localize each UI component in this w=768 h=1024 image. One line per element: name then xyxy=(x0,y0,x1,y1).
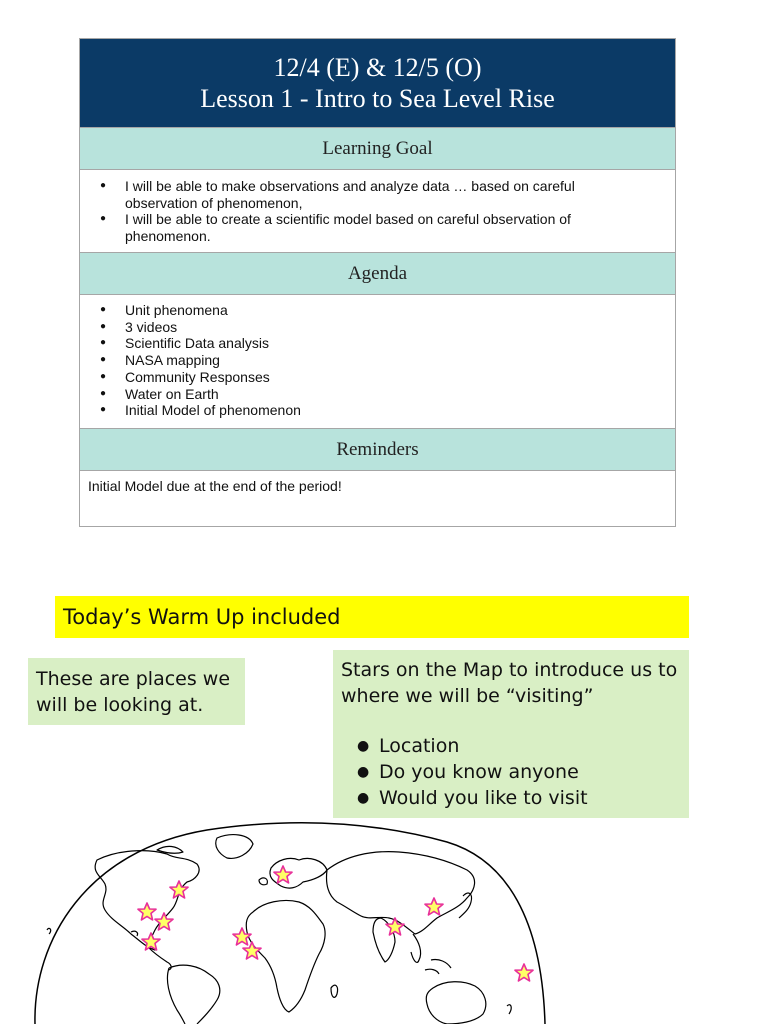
agenda-item: ● Community Responses xyxy=(80,369,675,386)
continents xyxy=(47,835,511,1024)
stars-note-item: ● Location xyxy=(341,733,681,759)
stars-note-item: ● Would you like to visit xyxy=(341,785,681,811)
location-star xyxy=(425,898,443,915)
location-star xyxy=(155,913,173,930)
location-star xyxy=(138,903,156,920)
stars-note-intro: Stars on the Map to introduce us to where we will be “visiting” xyxy=(341,659,678,707)
reminders-heading: Reminders xyxy=(80,429,675,471)
agenda-item: ● 3 videos xyxy=(80,319,675,336)
world-map-svg xyxy=(27,820,551,1024)
reminders-text: Initial Model due at the end of the period! xyxy=(80,471,675,526)
map-outline xyxy=(35,823,545,1024)
location-star xyxy=(142,933,160,950)
places-note: These are places we will be looking at. xyxy=(28,658,245,725)
location-star xyxy=(386,918,404,935)
learning-goal-heading: Learning Goal xyxy=(80,128,675,170)
warmup-banner: Today’s Warm Up included xyxy=(55,596,689,638)
world-map xyxy=(27,820,551,1024)
agenda-item: ● NASA mapping xyxy=(80,352,675,369)
stars-note xyxy=(333,650,689,818)
lesson-name: Lesson 1 - Intro to Sea Level Rise xyxy=(200,84,555,113)
lesson-title xyxy=(80,39,675,128)
lesson-dates: 12/4 (E) & 12/5 (O) xyxy=(273,53,482,82)
stars-note-item: ● Do you know anyone xyxy=(341,759,681,785)
agenda-item: ● Unit phenomena xyxy=(80,302,675,319)
agenda-item: ● Initial Model of phenomenon xyxy=(80,402,675,419)
location-star xyxy=(274,866,292,883)
agenda-item: ● Water on Earth xyxy=(80,386,675,403)
agenda-list xyxy=(80,302,675,419)
learning-goal-list xyxy=(80,178,615,245)
agenda-heading: Agenda xyxy=(80,253,675,295)
lesson-table xyxy=(79,38,676,527)
location-star xyxy=(233,928,251,945)
agenda-item: ● Scientific Data analysis xyxy=(80,335,675,352)
learning-goal-body xyxy=(80,170,675,253)
stars-note-list xyxy=(341,733,681,811)
agenda-body xyxy=(80,295,675,429)
location-star xyxy=(515,964,533,981)
learning-goal-item: ● I will be able to create a scientific model based on careful observation of phenomenon. xyxy=(80,211,615,244)
learning-goal-item: ● I will be able to make observations and analyze data … based on careful observation of phenomenon, xyxy=(80,178,615,211)
